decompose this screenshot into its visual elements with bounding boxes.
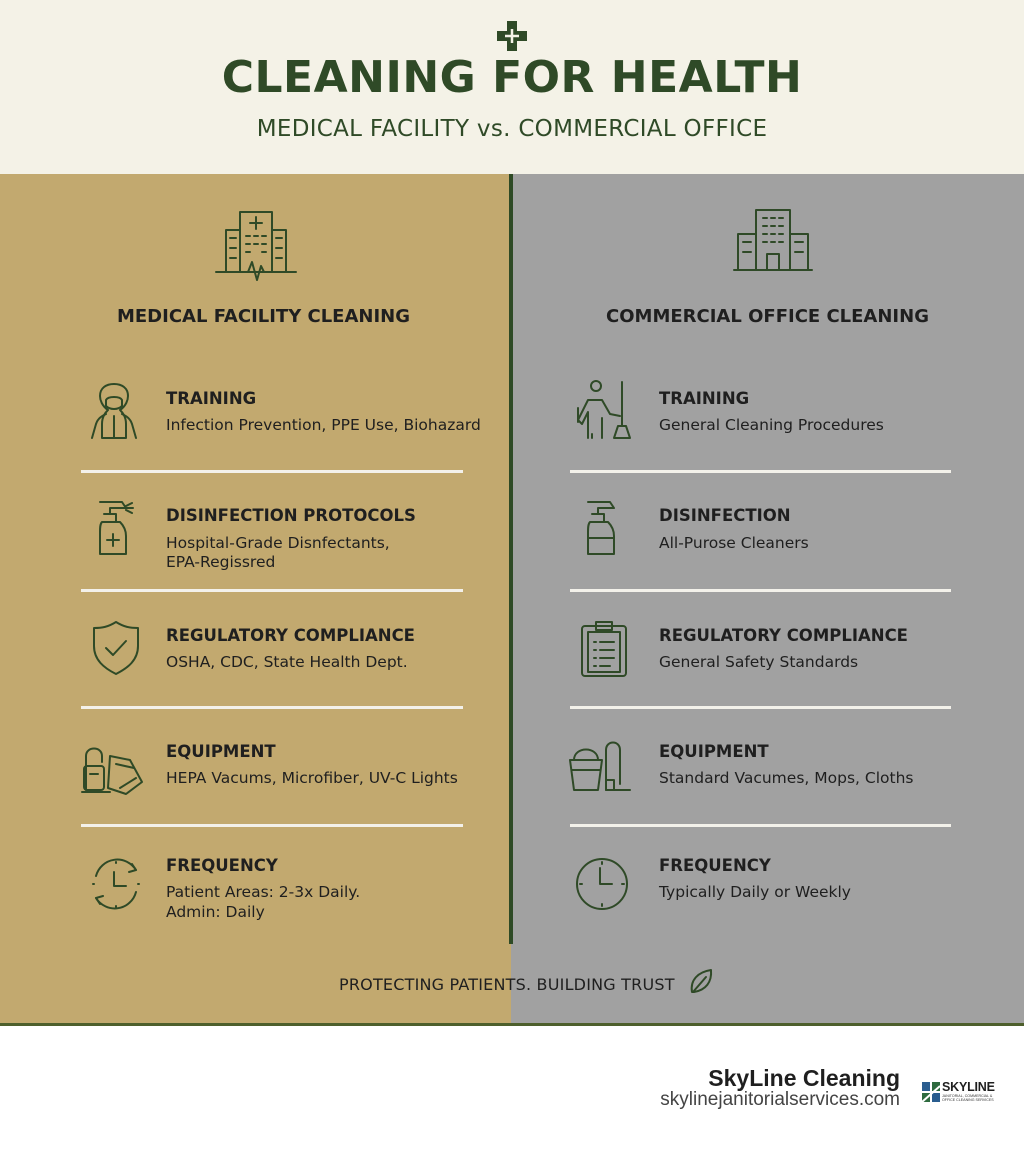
separator	[570, 706, 951, 709]
column-divider	[509, 174, 513, 944]
separator	[570, 589, 951, 592]
medical-item-desc: Admin: Daily	[166, 903, 265, 921]
hospital-heartbeat-icon	[212, 208, 300, 284]
office-item-title: TRAINING	[659, 389, 750, 408]
clock-icon	[574, 854, 634, 914]
page-subtitle: MEDICAL FACILITY vs. COMMERCIAL OFFICE	[256, 116, 768, 142]
brand-name: SkyLine Cleaning	[708, 1065, 900, 1091]
office-item-desc: Standard Vacumes, Mops, Cloths	[659, 769, 914, 787]
bottom-rule	[0, 1023, 1024, 1026]
office-item-desc: All-Purose Cleaners	[659, 534, 809, 552]
vacuum-cloth-icon	[80, 736, 146, 798]
skyline-logo	[922, 1080, 1002, 1106]
office-item-title: REGULATORY COMPLIANCE	[659, 626, 908, 645]
separator	[81, 470, 463, 473]
spray-bottle-cross-icon	[88, 498, 148, 558]
office-item-title: FREQUENCY	[659, 856, 771, 875]
medical-item-desc: EPA-Regissred	[166, 553, 276, 571]
office-heading: COMMERCIAL OFFICE CLEANING	[606, 306, 929, 327]
page-title: CLEANING FOR HEALTH	[221, 52, 803, 103]
medical-item-title: REGULATORY COMPLIANCE	[166, 626, 415, 645]
separator	[570, 470, 951, 473]
leaf-icon	[688, 968, 714, 996]
janitor-mop-icon	[574, 378, 636, 444]
separator	[81, 824, 463, 827]
shield-check-icon	[86, 618, 146, 678]
medical-item-title: EQUIPMENT	[166, 742, 276, 761]
medical-item-title: FREQUENCY	[166, 856, 278, 875]
separator	[570, 824, 951, 827]
medical-heading: MEDICAL FACILITY CLEANING	[116, 306, 411, 327]
medical-item-title: TRAINING	[166, 389, 257, 408]
office-item-desc: Typically Daily or Weekly	[659, 883, 851, 901]
ppe-suit-icon	[84, 382, 144, 442]
clipboard-icon	[576, 618, 636, 678]
spray-bottle-icon	[580, 498, 640, 558]
bucket-vacuum-icon	[566, 736, 636, 796]
separator	[81, 706, 463, 709]
medical-item-desc: Hospital-Grade Disnfectants,	[166, 534, 390, 552]
office-item-desc: General Cleaning Procedures	[659, 416, 884, 434]
header	[0, 0, 1024, 174]
clock-cycle-icon	[86, 854, 146, 914]
medical-item-title: DISINFECTION PROTOCOLS	[166, 506, 416, 525]
office-item-title: EQUIPMENT	[659, 742, 769, 761]
medical-item-desc: Infection Prevention, PPE Use, Biohazard	[166, 416, 481, 434]
medical-item-desc: Patient Areas: 2-3x Daily.	[166, 883, 361, 901]
office-building-icon	[732, 208, 814, 274]
office-item-title: DISINFECTION	[659, 506, 791, 525]
brand-url[interactable]: skylinejanitorialservices.com	[660, 1089, 900, 1110]
logo-subtext: JANITORIAL, COMMERCIAL & OFFICE CLEANING SERVICES	[942, 1094, 994, 1102]
logo-text: SKYLINE	[942, 1080, 995, 1094]
medical-cross-icon	[496, 20, 528, 52]
separator	[81, 589, 463, 592]
medical-item-desc: OSHA, CDC, State Health Dept.	[166, 653, 408, 671]
tagline: PROTECTING PATIENTS. BUILDING TRUST	[339, 975, 675, 994]
logo-mark-icon	[922, 1082, 940, 1102]
office-item-desc: General Safety Standards	[659, 653, 859, 671]
medical-item-desc: HEPA Vacums, Microfiber, UV-C Lights	[166, 769, 458, 787]
